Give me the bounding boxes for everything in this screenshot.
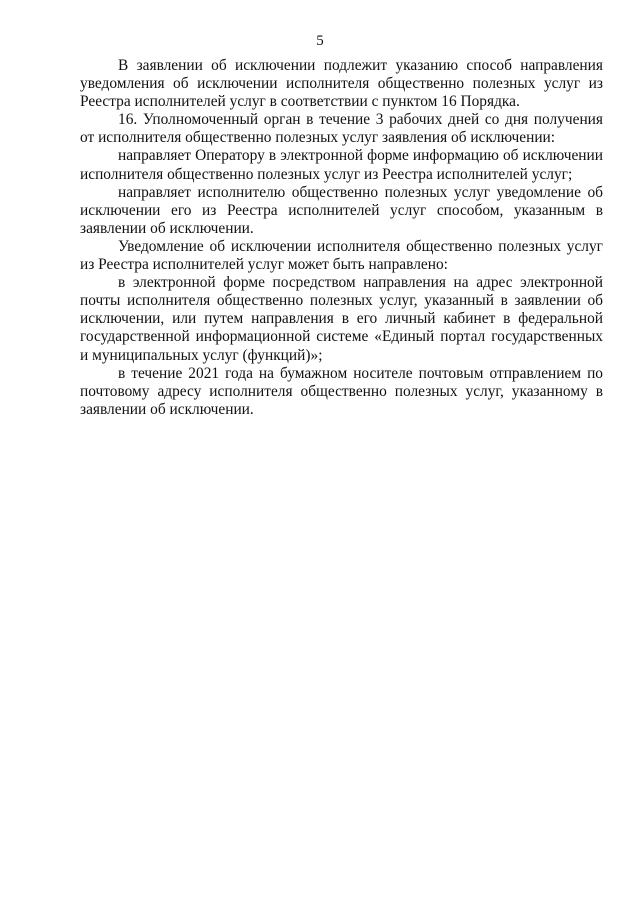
paragraph-notification-method: В заявлении об исключении подлежит указанию способ направления уведомления об исключении исполнителя общественно полезных услуг из Реестра исполнителей услуг в соответствии с пунктом 16 Порядка.	[80, 57, 603, 111]
paragraph-electronic-form: в электронной форме посредством направления на адрес электронной почты исполнителя общественно полезных услуг, указанный в заявлении об исключении, или путем направления в его личный кабинет в федеральной государственной информационной системе «Единый портал государственных и муниципальных услуг (функций)»;	[80, 274, 603, 364]
page-number: 5	[316, 33, 324, 49]
paragraph-send-to-operator: направляет Оператору в электронной форме информацию об исключении исполнителя общественно полезных услуг из Реестра исполнителей услуг;	[80, 147, 603, 183]
paragraph-send-to-executor: направляет исполнителю общественно полезных услуг уведомление об исключении его из Реестра исполнителей услуг способом, указанным в заявлении об исключении.	[80, 183, 603, 237]
document-body	[80, 57, 603, 419]
paragraph-notification-may-be-sent: Уведомление об исключении исполнителя общественно полезных услуг из Реестра исполнителей услуг может быть направлено:	[80, 237, 603, 274]
paragraph-item-16: 16. Уполномоченный орган в течение 3 рабочих дней со дня получения от исполнителя общественно полезных услуг заявления об исключении:	[80, 111, 603, 147]
paragraph-paper-form: в течение 2021 года на бумажном носителе почтовым отправлением по почтовому адресу исполнителя общественно полезных услуг, указанному в заявлении об исключении.	[80, 364, 603, 418]
